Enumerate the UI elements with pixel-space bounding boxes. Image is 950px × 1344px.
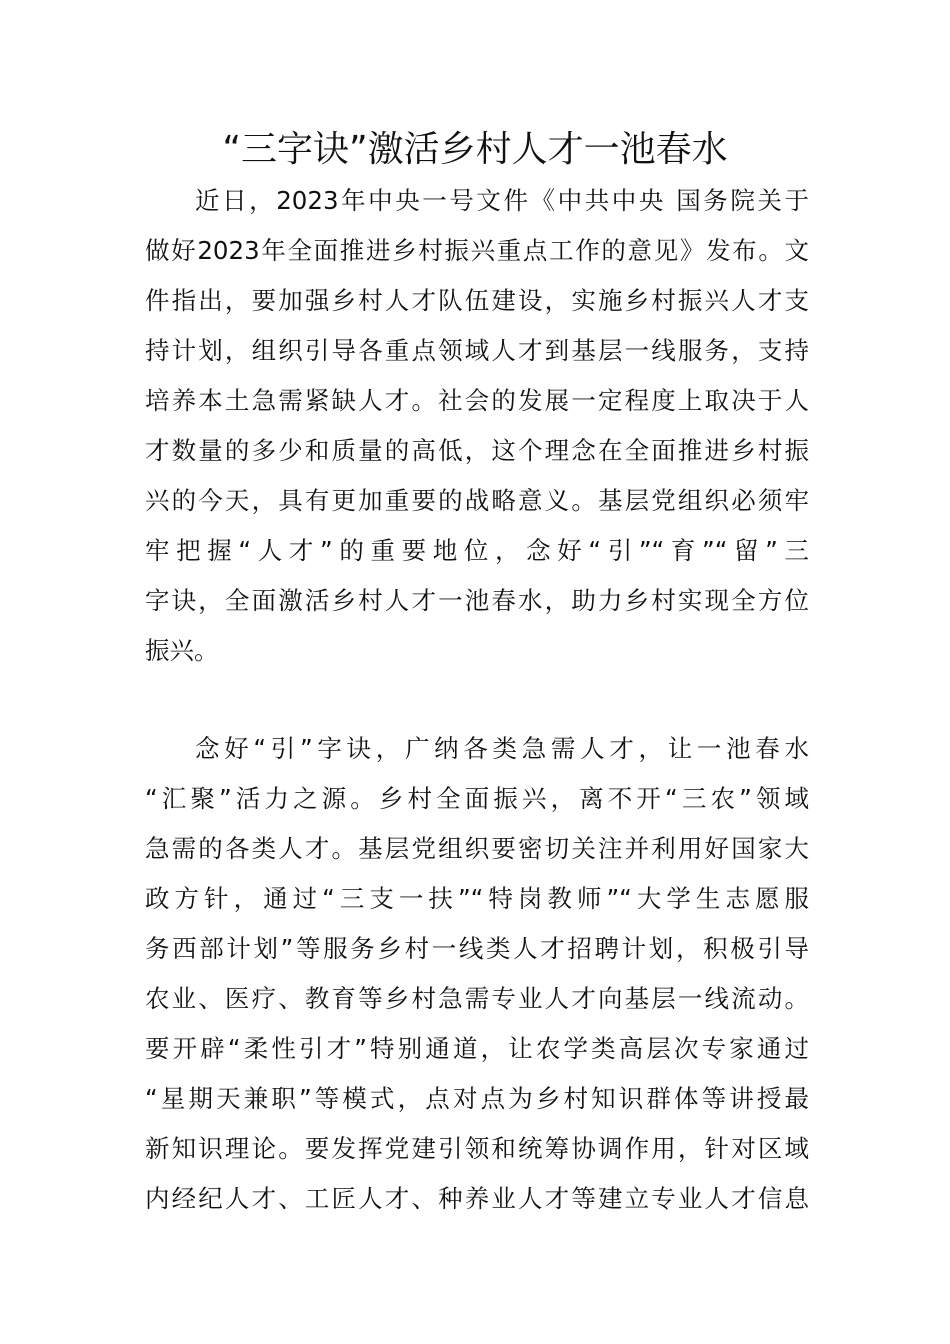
text-line: 农业、医疗、教育等乡村急需专业人才向基层一线流动。 bbox=[145, 984, 809, 1013]
text-line: 近日，2023年中央一号文件《中共中央 国务院关于 bbox=[195, 186, 809, 215]
text-line: 兴的今天，具有更加重要的战略意义。基层党组织必须牢 bbox=[145, 486, 809, 515]
document-title: “三字诀”激活乡村人才一池春水 bbox=[222, 129, 728, 170]
text-line: 牢把握“人才”的重要地位，念好“引”“育”“留”三 bbox=[145, 536, 809, 565]
text-line: 念好“引”字诀，广纳各类急需人才，让一池春水 bbox=[195, 734, 809, 763]
text-line: 培养本土急需紧缺人才。社会的发展一定程度上取决于人 bbox=[145, 386, 809, 415]
text-line: 急需的各类人才。基层党组织要密切关注并利用好国家大 bbox=[145, 834, 809, 863]
text-line: 才数量的多少和质量的高低，这个理念在全面推进乡村振 bbox=[145, 436, 809, 465]
text-line: 做好2023年全面推进乡村振兴重点工作的意见》发布。文 bbox=[145, 236, 809, 265]
text-line: 持计划，组织引导各重点领域人才到基层一线服务，支持 bbox=[145, 336, 809, 365]
text-line: 字诀，全面激活乡村人才一池春水，助力乡村实现全方位 bbox=[145, 586, 809, 615]
paragraph-intro bbox=[145, 176, 809, 676]
text-line: 内经纪人才、工匠人才、种养业人才等建立专业人才信息 bbox=[145, 1184, 809, 1213]
text-line: “星期天兼职”等模式，点对点为乡村知识群体等讲授最 bbox=[145, 1084, 809, 1113]
text-line: 要开辟“柔性引才”特别通道，让农学类高层次专家通过 bbox=[145, 1034, 809, 1063]
text-line: “汇聚”活力之源。乡村全面振兴，离不开“三农”领域 bbox=[145, 784, 809, 813]
text-line: 件指出，要加强乡村人才队伍建设，实施乡村振兴人才支 bbox=[145, 286, 809, 315]
text-line: 务西部计划”等服务乡村一线类人才招聘计划，积极引导 bbox=[145, 934, 809, 963]
text-line: 新知识理论。要发挥党建引领和统筹协调作用，针对区域 bbox=[145, 1134, 809, 1163]
text-line: 政方针，通过“三支一扶”“特岗教师”“大学生志愿服 bbox=[145, 884, 809, 913]
text-line: 振兴。 bbox=[145, 636, 219, 665]
paragraph-yin bbox=[145, 724, 809, 1224]
